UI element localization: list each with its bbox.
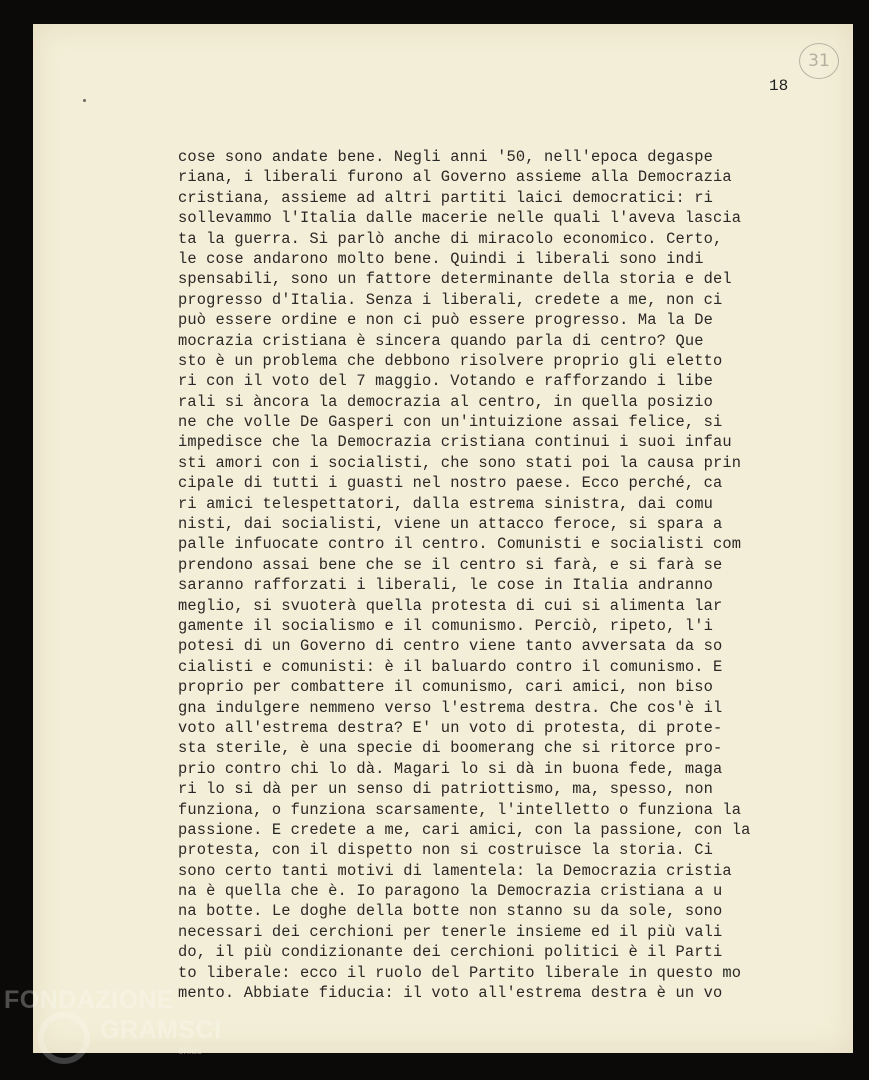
page-number: 18 [769, 77, 789, 95]
text-line: proprio per combattere il comunismo, cari amici, non biso [178, 678, 713, 697]
text-line: palle infuocate contro il centro. Comunisti e socialisti com [178, 535, 742, 554]
text-line: cipale di tutti i guasti nel nostro paese. Ecco perché, ca [178, 474, 723, 493]
text-line: protesta, con il dispetto non si costruisce la storia. Ci [178, 841, 713, 860]
text-line: sto è un problema che debbono risolvere proprio gli eletto [178, 351, 723, 370]
text-line: mento. Abbiate fiducia: il voto all'estrema destra è un vo [178, 984, 723, 1003]
text-line: spensabili, sono un fattore determinante della storia e del [178, 270, 732, 289]
text-line: rali si àncora la democrazia al centro, in quella posizio [178, 392, 713, 411]
text-line: funziona, o funziona scarsamente, l'intelletto o funziona la [178, 800, 742, 819]
text-line: impedisce che la Democrazia cristiana continui i suoi infau [178, 433, 732, 452]
text-line: ta la guerra. Si parlò anche di miracolo economico. Certo, [178, 229, 723, 248]
text-line: riana, i liberali furono al Governo assieme alla Democrazia [178, 168, 732, 187]
text-line: passione. E credete a me, cari amici, con la passione, con la [178, 820, 751, 839]
text-line: ri amici telespettatori, dalla estrema sinistra, dai comu [178, 494, 713, 513]
text-line: do, il più condizionante dei cerchioni politici è il Parti [178, 943, 723, 962]
text-line: prio contro chi lo dà. Magari lo si dà in buona fede, maga [178, 759, 723, 778]
text-line: sollevammo l'Italia dalle macerie nelle quali l'aveva lascia [178, 209, 742, 228]
text-line: può essere ordine e non ci può essere progresso. Ma la De [178, 311, 713, 330]
text-line: prendono assai bene che se il centro si farà, e si farà se [178, 555, 723, 574]
text-line: meglio, si svuoterà quella protesta di cui si alimenta lar [178, 596, 723, 615]
text-line: potesi di un Governo di centro viene tanto avversata da so [178, 637, 723, 656]
watermark-line2: GRAMSCI [100, 1016, 222, 1044]
text-line: sti amori con i socialisti, che sono stati poi la causa prin [178, 453, 742, 472]
text-line: nisti, dai socialisti, viene un attacco feroce, si spara a [178, 515, 723, 534]
text-line: le cose andarono molto bene. Quindi i liberali sono indi [178, 249, 704, 268]
typed-text-body [178, 147, 790, 1003]
text-line: ri con il voto del 7 maggio. Votando e rafforzando i libe [178, 372, 713, 391]
archive-page-number-stamp: 31 [799, 43, 839, 79]
text-line: sta sterile, è una specie di boomerang che si ritorce pro- [178, 739, 723, 758]
text-line: voto all'estrema destra? E' un voto di protesta, di prote- [178, 718, 723, 737]
watermark-line1: FONDAZIONE [4, 986, 175, 1014]
document-page [33, 24, 853, 1053]
text-line: progresso d'Italia. Senza i liberali, credete a me, non ci [178, 290, 723, 309]
text-line: cose sono andate bene. Negli anni '50, nell'epoca degaspe [178, 148, 713, 166]
fondazione-gramsci-watermark [4, 984, 264, 1074]
text-line: cristiana, assieme ad altri partiti laici democratici: ri [178, 188, 713, 207]
text-line: na botte. Le doghe della botte non stanno su da sole, sono [178, 902, 723, 921]
text-line: gna indulgere nemmeno verso l'estrema destra. Che cos'è il [178, 698, 723, 717]
text-line: gamente il socialismo e il comunismo. Perciò, ripeto, l'i [178, 616, 713, 635]
text-line: ne che volle De Gasperi con un'intuizione assai felice, si [178, 413, 723, 432]
gramsci-logo-icon [38, 1012, 90, 1064]
text-line: saranno rafforzati i liberali, le cose in Italia andranno [178, 576, 713, 595]
text-line: to liberale: ecco il ruolo del Partito liberale in questo mo [178, 963, 742, 982]
paper-speck [83, 99, 86, 102]
text-line: cialisti e comunisti: è il baluardo contro il comunismo. E [178, 657, 723, 676]
text-line: necessari dei cerchioni per tenerle insieme ed il più vali [178, 922, 723, 941]
watermark-line3: onlus [178, 1046, 202, 1057]
text-line: sono certo tanti motivi di lamentela: la Democrazia cristia [178, 861, 732, 880]
text-line: na è quella che è. Io paragono la Democrazia cristiana a u [178, 882, 723, 901]
text-line: ri lo si dà per un senso di patriottismo, ma, spesso, non [178, 780, 713, 799]
text-line: mocrazia cristiana è sincera quando parla di centro? Que [178, 331, 704, 350]
